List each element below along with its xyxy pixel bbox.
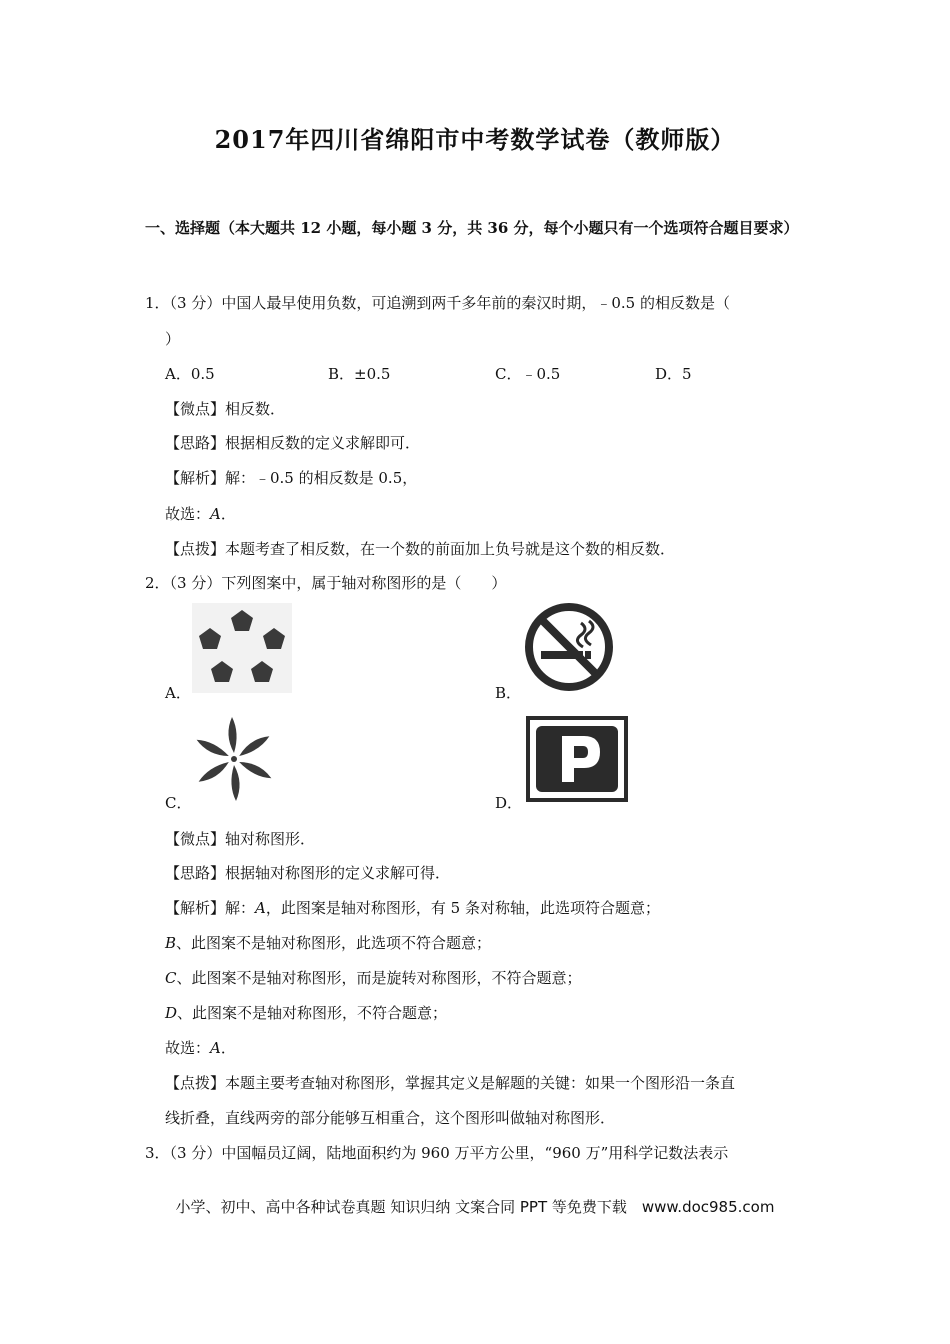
q1-answer (165, 503, 236, 524)
q2-answer (165, 1037, 236, 1058)
q2-answer-suffix: ． (220, 1039, 236, 1057)
page-title: 2017年四川省绵阳市中考数学试卷（教师版） (214, 125, 736, 154)
pentagon-pattern-icon (192, 603, 292, 693)
q1-option-d: D．5 (655, 365, 692, 383)
q2-c-letter: C (165, 969, 177, 987)
q2-label-d: D． (495, 794, 523, 812)
q1-stem: 1．（3 分）中国人最早使用负数，可追溯到两千多年前的秦汉时期，﹣0.5 的相反数是（ (145, 294, 730, 312)
q1-option-b: B．±0.5 (328, 365, 391, 383)
q3-stem: 3．（3 分）中国幅员辽阔，陆地面积约为 960 万平方公里，“960 万”用科学记数法表示 (145, 1144, 729, 1162)
q2-answer-letter: A (210, 1039, 221, 1057)
q2-c-text: 、此图案不是轴对称图形，而是旋转对称图形，不符合题意； (176, 969, 582, 987)
q2-b-letter: B (165, 934, 177, 952)
q2-label-b: B． (495, 684, 522, 702)
q2-tip-line1: 【点拨】本题主要考查轴对称图形，掌握其定义是解题的关键：如果一个图形沿一条直 (165, 1074, 736, 1092)
q1-stem-end: ） (165, 330, 181, 348)
q2-analysis-rest: ，此图案是轴对称图形，有 5 条对称轴，此选项符合题意； (265, 899, 660, 917)
q1-point: 【微点】相反数． (165, 400, 286, 418)
q1-answer-suffix: ． (220, 505, 236, 523)
q2-point: 【微点】轴对称图形． (165, 830, 316, 848)
q1-analysis: 【解析】解：﹣0.5 的相反数是 0.5， (165, 469, 418, 487)
q2-tip-line2: 线折叠，直线两旁的部分能够互相重合，这个图形叫做轴对称图形． (165, 1109, 616, 1127)
parking-sign-icon (526, 716, 628, 802)
q1-idea: 【思路】根据相反数的定义求解即可． (165, 434, 421, 452)
q2-idea: 【思路】根据轴对称图形的定义求解可得． (165, 864, 451, 882)
page-footer: 小学、初中、高中各种试卷真题 知识归纳 文案合同 PPT 等免费下载 www.doc985.com (175, 1198, 775, 1216)
q2-analysis-d (165, 1002, 447, 1023)
q2-analysis-c (165, 967, 582, 988)
section-heading: 一、选择题（本大题共 12 小题，每小题 3 分，共 36 分，每个小题只有一个选项符合题目要求） (145, 219, 799, 237)
q2-d-text: 、此图案不是轴对称图形，不符合题意； (177, 1004, 448, 1022)
q1-option-a: A．0.5 (165, 365, 215, 383)
pinwheel-pattern-icon (192, 714, 276, 804)
q2-answer-prefix: 故选： (165, 1039, 211, 1057)
q1-option-c: C．﹣0.5 (495, 365, 561, 383)
q1-answer-prefix: 故选： (165, 505, 211, 523)
q2-analysis-letter: A (255, 899, 266, 917)
q2-d-letter: D (165, 1004, 178, 1022)
q2-analysis (165, 897, 660, 918)
q1-tip: 【点拨】本题考查了相反数，在一个数的前面加上负号就是这个数的相反数． (165, 540, 676, 558)
q2-stem: 2．（3 分）下列图案中，属于轴对称图形的是（ ） (145, 574, 507, 592)
no-smoking-sign-icon (523, 601, 615, 693)
q2-analysis-b (165, 932, 491, 953)
q2-label-a: A． (165, 684, 191, 702)
q1-answer-letter: A (210, 505, 221, 523)
q2-b-text: 、此图案不是轴对称图形，此选项不符合题意； (176, 934, 492, 952)
q2-label-c: C． (165, 794, 192, 812)
q2-analysis-prefix: 【解析】解： (165, 899, 256, 917)
